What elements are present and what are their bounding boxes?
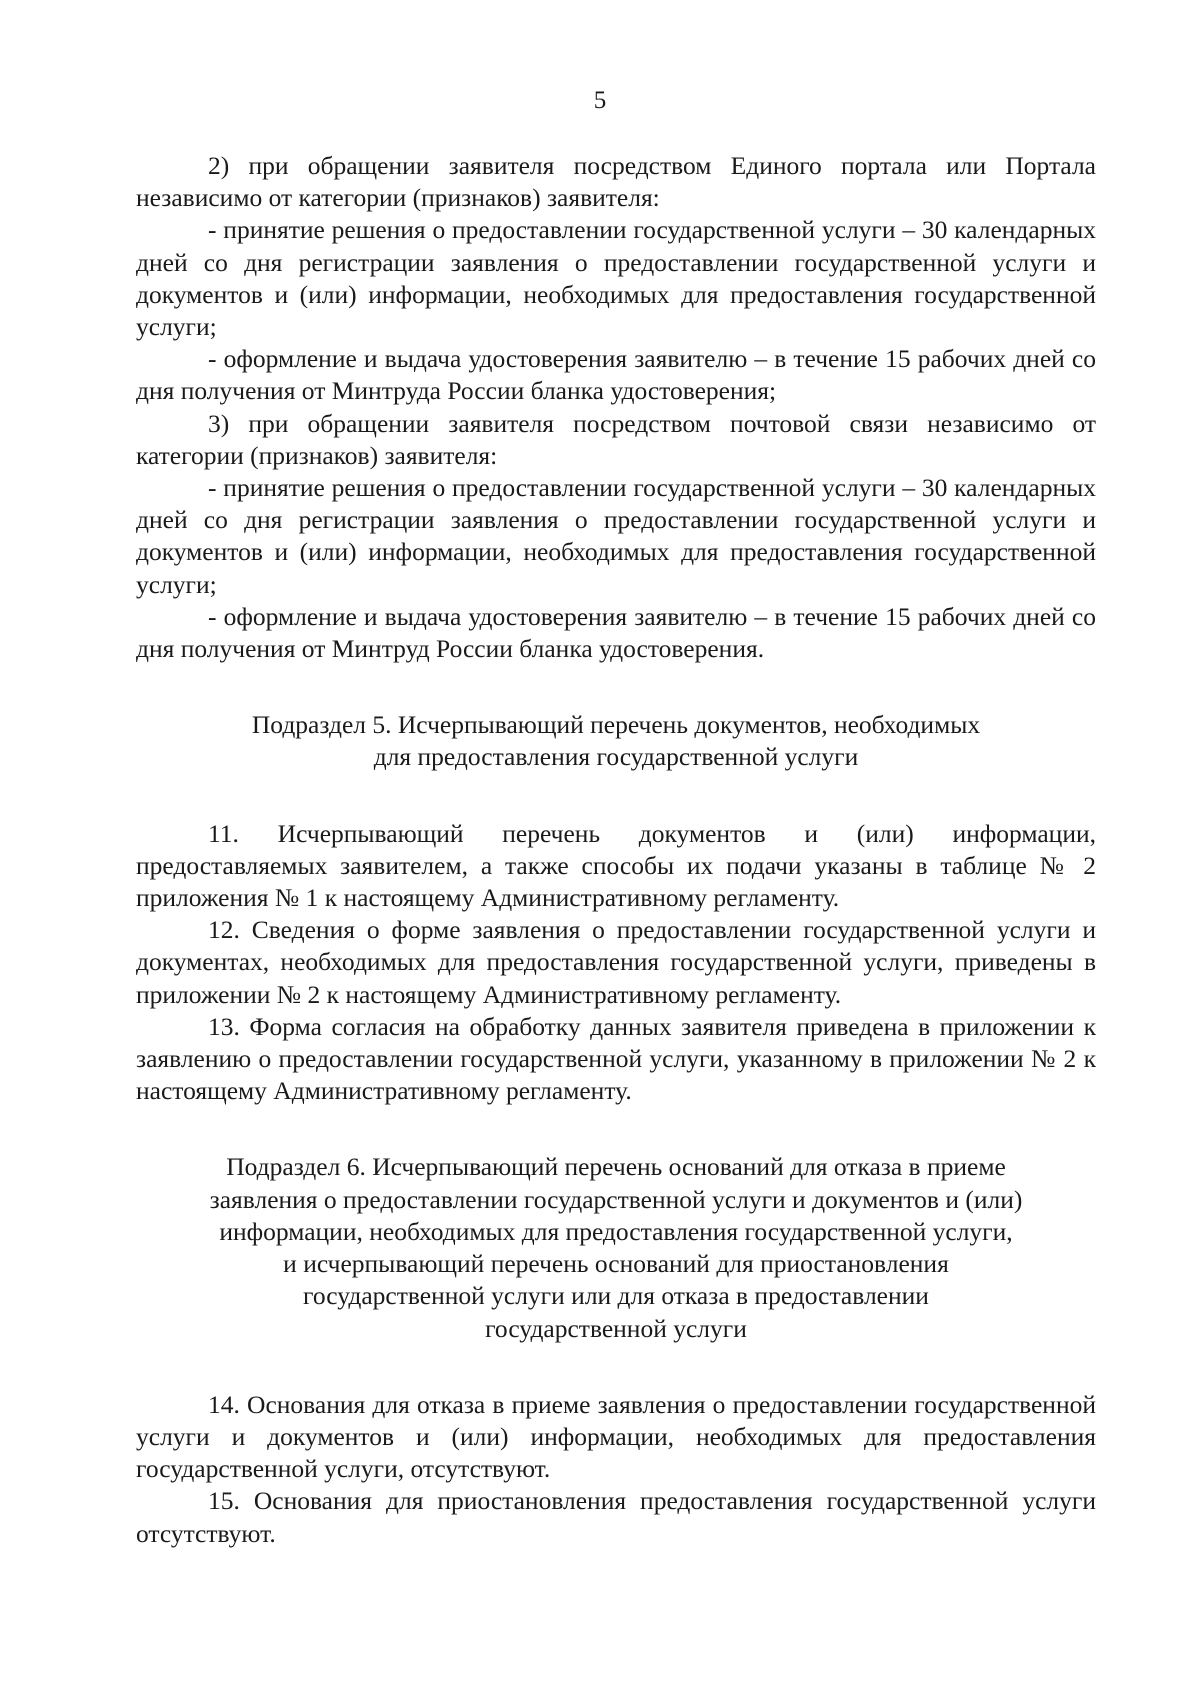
paragraph-item-3: 3) при обращении заявителя посредством почтовой связи независимо от категории (признаков) заявителя:: [136, 408, 1096, 470]
section-5-heading-line: для предоставления государственной услуги: [373, 742, 859, 772]
section-6-heading-line: государственной услуги или для отказа в предоставлении: [303, 1281, 929, 1311]
paragraph-11: 11. Исчерпывающий перечень документов и (или) информации, предоставляемых заявителем, а также способы их подачи указаны в таблице № 2 приложения № 1 к настоящему Административному регламенту.: [136, 818, 1096, 913]
page-body: [136, 150, 1096, 1550]
paragraph-certificate-term-post: - оформление и выдача удостоверения заявителю – в течение 15 рабочих дней со дня получения от Минтруд России бланка удостоверения.: [136, 601, 1096, 664]
section-6-heading-line: государственной услуги: [485, 1313, 747, 1343]
paragraph-item-2: 2) при обращении заявителя посредством Единого портала или Портала независимо от категории (признаков) заявителя:: [136, 151, 1096, 213]
section-6-heading-line: заявления о предоставлении государственной услуги и документов и (или): [209, 1184, 1023, 1214]
paragraph-13: 13. Форма согласия на обработку данных заявителя приведена в приложении к заявлению о предоставлении государственной услуги, указанному в приложении № 2 к настоящему Административному регламенту.: [136, 1011, 1096, 1106]
paragraph-certificate-term-portal: - оформление и выдача удостоверения заявителю – в течение 15 рабочих дней со дня получения от Минтруда России бланка удостоверения;: [136, 344, 1096, 406]
paragraph-decision-term-portal: - принятие решения о предоставлении государственной услуги – 30 календарных дней со дня регистрации заявления о предоставлении государственной услуги и документов и (или) информации, необходимых для предоставления государственной услуги;: [136, 215, 1096, 342]
paragraph-12: 12. Сведения о форме заявления о предоставлении государственной услуги и документах, необходимых для предоставления государственной услуги, приведены в приложении № 2 к настоящему Административному регламенту.: [136, 915, 1096, 1009]
section-5-heading-line: Подраздел 5. Исчерпывающий перечень документов, необходимых: [251, 710, 981, 740]
paragraph-15: 15. Основания для приостановления предоставления государственной услуги отсутствуют.: [136, 1486, 1096, 1548]
paragraph-14: 14. Основания для отказа в приеме заявления о предоставлении государственной услуги и документов и (или) информации, необходимых для предоставления государственной услуги, отсутствуют.: [136, 1389, 1096, 1484]
section-5-heading: [136, 709, 1096, 773]
section-6-heading-line: и исчерпывающий перечень оснований для приостановления: [283, 1249, 949, 1279]
paragraph-decision-term-post: - принятие решения о предоставлении государственной услуги – 30 календарных дней со дня регистрации заявления о предоставлении государственной услуги и документов и (или) информации, необходимых для предоставления государственной услуги;: [136, 473, 1096, 599]
section-6-heading-line: информации, необходимых для предоставления государственной услуги,: [219, 1216, 1013, 1246]
page-number: 5: [593, 87, 607, 114]
section-6-heading: [136, 1151, 1096, 1344]
section-6-heading-line: Подраздел 6. Исчерпывающий перечень оснований для отказа в приеме: [226, 1152, 1006, 1182]
